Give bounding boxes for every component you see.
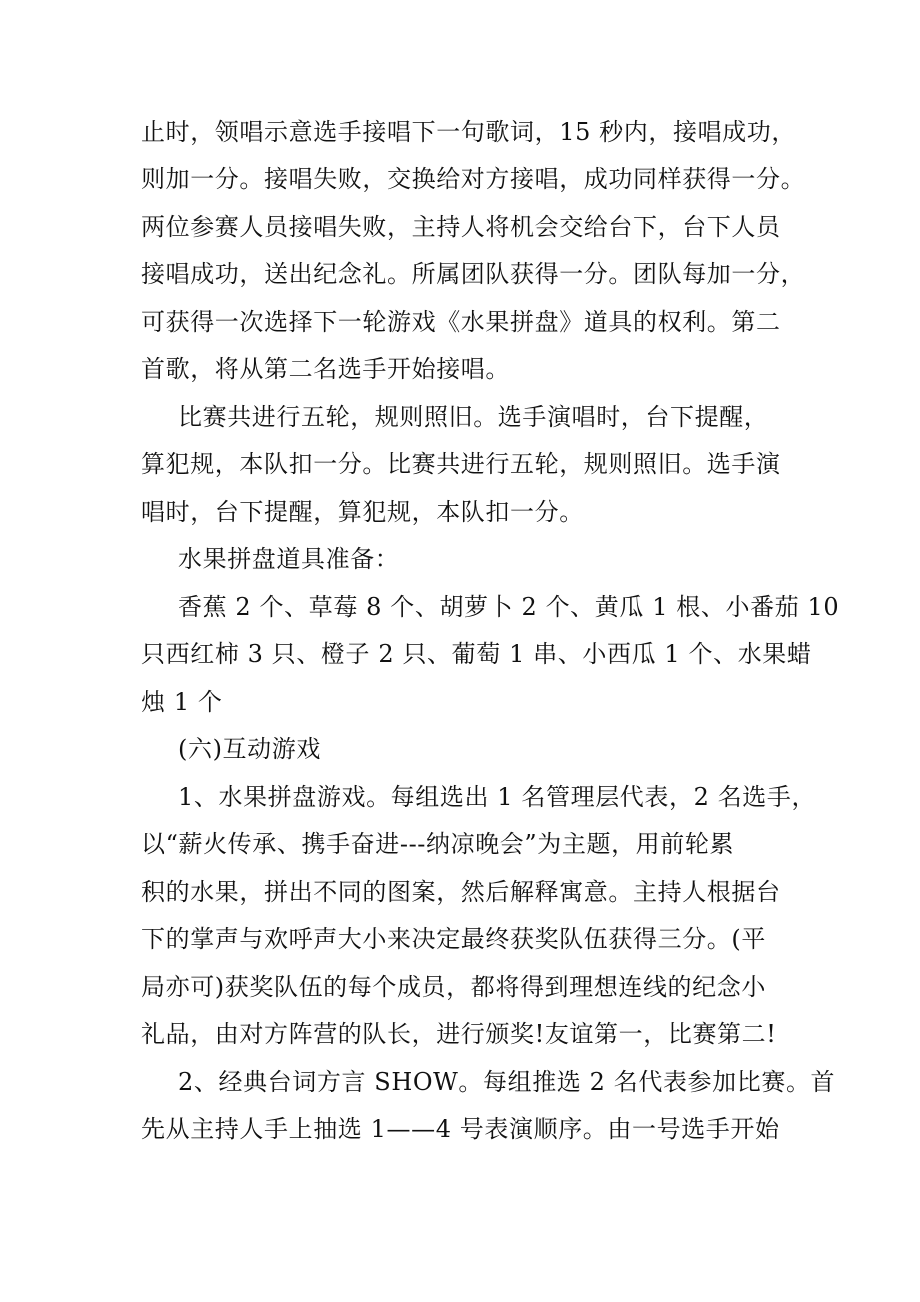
- text-line: 烛 1 个: [141, 688, 223, 716]
- text-line: 礼品，由对方阵营的队长，进行颁奖!友谊第一，比赛第二!: [141, 1020, 777, 1048]
- text-line: 先从主持人手上抽选 1——4 号表演顺序。由一号选手开始: [141, 1115, 780, 1143]
- text-line: 香蕉 2 个、草莓 8 个、胡萝卜 2 个、黄瓜 1 根、小番茄 10: [178, 593, 840, 621]
- text-line: 唱时，台下提醒，算犯规，本队扣一分。: [141, 498, 584, 526]
- text-line: 首歌，将从第二名选手开始接唱。: [141, 355, 510, 383]
- text-line: 算犯规，本队扣一分。比赛共进行五轮，规则照旧。选手演: [141, 450, 781, 478]
- text-line: 接唱成功，送出纪念礼。所属团队获得一分。团队每加一分，: [141, 260, 806, 288]
- text-line: 只西红柿 3 只、橙子 2 只、葡萄 1 串、小西瓜 1 个、水果蜡: [141, 640, 812, 668]
- text-line: 两位参赛人员接唱失败，主持人将机会交给台下，台下人员: [141, 213, 781, 241]
- section-heading: (六)互动游戏: [178, 735, 321, 763]
- text-line: 积的水果，拼出不同的图案，然后解释寓意。主持人根据台: [141, 878, 781, 906]
- text-line: 局亦可)获奖队伍的每个成员，都将得到理想连线的纪念小: [141, 973, 766, 1001]
- text-line: 以“薪火传承、携手奋进---纳凉晚会”为主题，用前轮累: [141, 830, 735, 858]
- text-line: 则加一分。接唱失败，交换给对方接唱，成功同样获得一分。: [141, 165, 806, 193]
- text-line: 1、水果拼盘游戏。每组选出 1 名管理层代表，2 名选手，: [178, 783, 817, 811]
- text-line: 可获得一次选择下一轮游戏《水果拼盘》道具的权利。第二: [141, 308, 781, 336]
- text-line: 2、经典台词方言 SHOW。每组推选 2 名代表参加比赛。首: [178, 1068, 836, 1096]
- text-line: 比赛共进行五轮，规则照旧。选手演唱时，台下提醒，: [178, 403, 769, 431]
- text-line: 水果拼盘道具准备：: [178, 545, 400, 573]
- text-line: 下的掌声与欢呼声大小来决定最终获奖队伍获得三分。(平: [141, 925, 766, 953]
- text-line: 止时，领唱示意选手接唱下一句歌词，15 秒内，接唱成功，: [141, 118, 796, 146]
